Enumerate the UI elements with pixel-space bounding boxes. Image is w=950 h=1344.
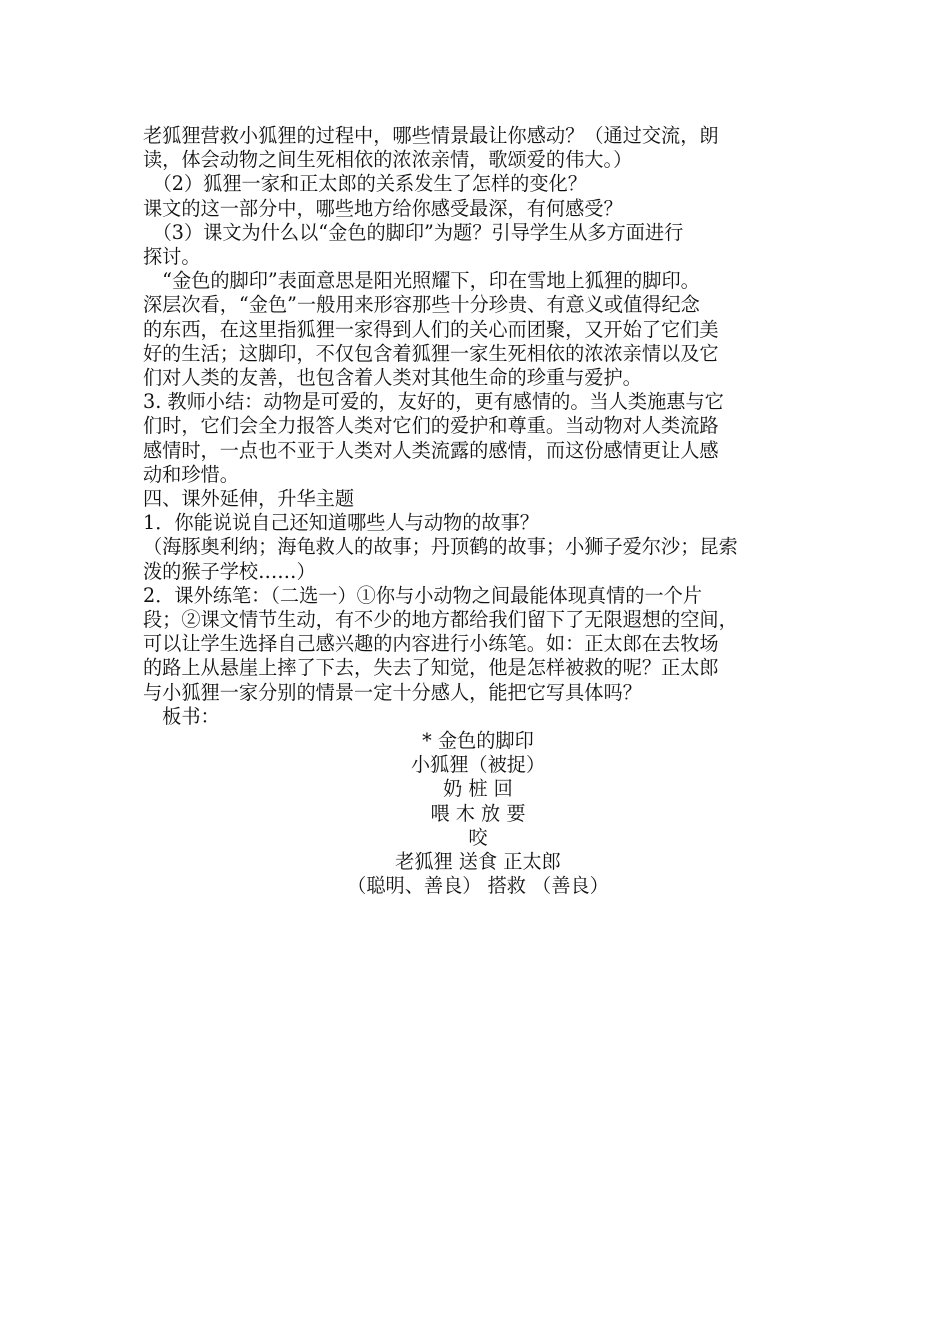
text-line: （海豚奥利纳；海龟救人的故事；丹顶鹤的故事；小狮子爱尔沙；昆索 [143,535,738,559]
text-line: 的路上从悬崖上摔了下去，失去了知觉，他是怎样被救的呢？正太郎 [143,656,719,680]
text-line: 与小狐狸一家分别的情景一定十分感人，能把它写具体吗？ [143,680,642,704]
text-line: 深层次看，“金色”一般用来形容那些十分珍贵、有意义或值得纪念 [143,293,700,317]
text-line: 泼的猴子学校……） [143,559,316,583]
text-line: 段；②课文情节生动，有不少的地方都给我们留下了无限遐想的空间， [143,608,738,632]
text-line: 好的生活；这脚印，不仅包含着狐狸一家生死相依的浓浓亲情以及它 [143,341,719,365]
text-line: （3）课文为什么以“金色的脚印”为题？引导学生从多方面进行 [143,220,684,244]
board-line: （聪明、善良） 搭救 （善良） [347,874,609,898]
text-line: 可以让学生选择自己感兴趣的内容进行小练笔。如：正太郎在去牧场 [143,632,719,656]
text-line: 动和珍惜。 [143,462,239,486]
text-line: 探讨。 [143,245,201,269]
board-label: 板书： [143,704,220,728]
text-line: “金色的脚印”表面意思是阳光照耀下，印在雪地上狐狸的脚印。 [143,269,700,293]
text-line: 的东西，在这里指狐狸一家得到人们的关心而团聚，又开始了它们美 [143,317,719,341]
board-line: 小狐狸（被捉） [410,753,546,777]
text-line: （2）狐狸一家和正太郎的关系发生了怎样的变化？ [143,172,587,196]
blackboard-summary [143,729,813,898]
text-line: 感情时，一点也不亚于人类对人类流露的感情，而这份感情更让人感 [143,438,719,462]
text-line: 3. 教师小结：动物是可爱的，友好的，更有感情的。当人类施惠与它 [143,390,724,414]
text-line: 老狐狸营救小狐狸的过程中，哪些情景最让你感动？（通过交流，朗 [143,124,719,147]
document-page [143,124,813,899]
board-line: 奶 桩 回 [443,777,513,801]
text-line: 课文的这一部分中，哪些地方给你感受最深，有何感受？ [143,196,623,220]
section-heading: 四、课外延伸，升华主题 [143,487,355,511]
text-line: 读，体会动物之间生死相依的浓浓亲情，歌颂爱的伟大。） [143,148,633,172]
board-title: * 金色的脚印 [422,729,534,753]
board-line: 老狐狸 送食 正太郎 [395,850,561,874]
text-line: 们时，它们会全力报答人类对它们的爱护和尊重。当动物对人类流路 [143,414,719,438]
body-text [143,124,813,729]
text-line: 2．课外练笔：（二选一）①你与小动物之间最能体现真情的一个片 [143,583,703,607]
text-line: 们对人类的友善，也包含着人类对其他生命的珍重与爱护。 [143,366,642,390]
text-line: 1．你能说说自己还知道哪些人与动物的故事？ [143,511,539,535]
board-line: 咬 [468,825,488,849]
board-line: 喂 木 放 要 [430,801,526,825]
